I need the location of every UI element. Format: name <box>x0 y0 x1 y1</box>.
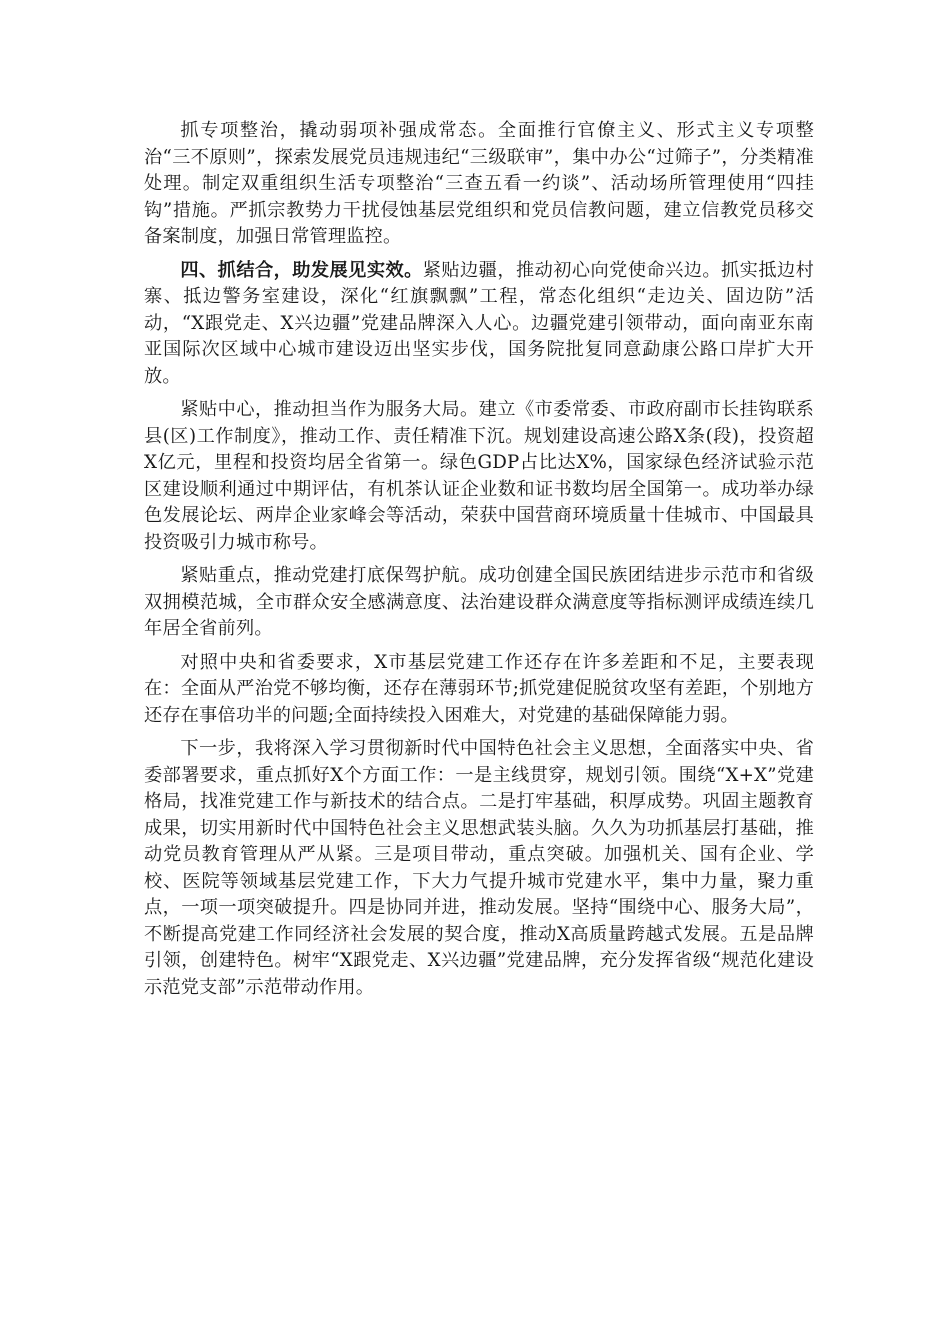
paragraph-focus-key-points <box>144 563 814 643</box>
paragraph-special-rectification <box>144 118 814 251</box>
paragraph-text: 抓专项整治，撬动弱项补强成常态。全面推行官僚主义、形式主义专项整治“三不原则”，探索发展党员违规违纪“三级联审”，集中办公“过筛子”，分类精准处理。制定双重组织生活专项整治“三查五看一约谈”、活动场所管理使用“四挂钩”措施。严抓宗教势力干扰侵蚀基层党组织和党员信教问题，建立信教党员移交备案制度，加强日常管理监控。 <box>144 120 814 247</box>
paragraph-section-four <box>144 258 814 391</box>
paragraph-text: 对照中央和省委要求，X市基层党建工作还存在许多差距和不足，主要表现在：全面从严治党不够均衡，还存在薄弱环节;抓党建促脱贫攻坚有差距，个别地方还存在事倍功半的问题;全面持续投入困难大，对党建的基础保障能力弱。 <box>144 651 814 726</box>
paragraph-focus-center <box>144 397 814 556</box>
paragraph-shortcomings <box>144 650 814 730</box>
document-body <box>144 118 814 1008</box>
paragraph-text: 下一步，我将深入学习贯彻新时代中国特色社会主义思想，全面落实中央、省委部署要求，重点抓好X个方面工作：一是主线贯穿，规划引领。围绕“X+X”党建格局，找准党建工作与新技术的结合点。二是打牢基础，积厚成势。巩固主题教育成果，切实用新时代中国特色社会主义思想武装头脑。久久为功抓基层打基础，推动党员教育管理从严从紧。三是项目带动，重点突破。加强机关、国有企业、学校、医院等领域基层党建工作，下大力气提升城市党建水平，集中力量，聚力重点，一项一项突破提升。四是协同并进，推动发展。坚持“围绕中心、服务大局”，不断提高党建工作同经济社会发展的契合度，推动X高质量跨越式发展。五是品牌引领，创建特色。树牢“X跟党走、X兴边疆”党建品牌，充分发挥省级“规范化建设示范党支部”示范带动作用。 <box>144 738 814 998</box>
paragraph-text: 紧贴重点，推动党建打底保驾护航。成功创建全国民族团结进步示范市和省级双拥模范城，全市群众安全感满意度、法治建设群众满意度等指标测评成绩连续几年居全省前列。 <box>144 565 814 639</box>
paragraph-text: 紧贴中心，推动担当作为服务大局。建立《市委常委、市政府副市长挂钩联系县(区)工作制度》，推动工作、责任精准下沉。规划建设高速公路X条(段)，投资超X亿元，里程和投资均居全省第一。绿色GDP占比达X%，国家绿色经济试验示范区建设顺利通过中期评估，有机茶认证企业数和证书数均居全国第一。成功举办绿色发展论坛、两岸企业家峰会等活动，荣获中国营商环境质量十佳城市、中国最具投资吸引力城市称号。 <box>144 399 814 553</box>
paragraph-next-steps <box>144 736 814 1001</box>
paragraph-text: 紧贴边疆，推动初心向党使命兴边。抓实抵边村寨、抵边警务室建设，深化“红旗飘飘”工程，常态化组织“走边关、固边防”活动，“X跟党走、X兴边疆”党建品牌深入人心。边疆党建引领带动，面向南亚东南亚国际次区域中心城市建设迈出坚实步伐，国务院批复同意勐康公路口岸扩大开放。 <box>144 259 814 387</box>
section-heading: 四、抓结合，助发展见实效。 <box>180 259 423 281</box>
